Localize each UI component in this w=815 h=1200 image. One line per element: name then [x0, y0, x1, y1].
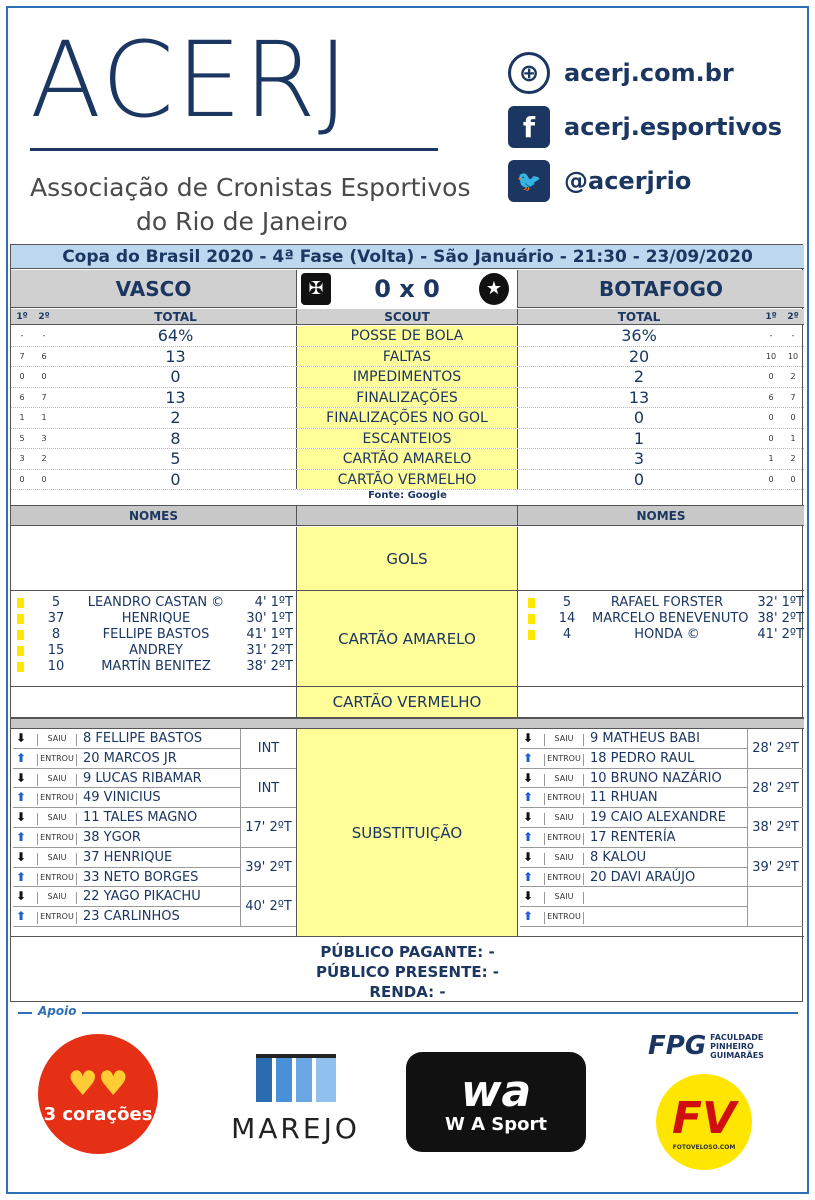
names-header	[11, 505, 804, 526]
stat-away1: 0	[768, 433, 774, 443]
stat-away2: 7	[790, 392, 796, 402]
stat-home: 13	[165, 346, 186, 366]
card-player-number: 8	[51, 627, 61, 642]
logo-underline	[30, 148, 438, 151]
away-total-header: TOTAL	[518, 309, 760, 324]
home-h1-header: 1º	[11, 309, 33, 324]
stat-away1: 10	[765, 351, 777, 361]
away-team-name: BOTAFOGO	[599, 277, 723, 301]
yellow-card-icon	[17, 646, 24, 656]
arrow-up-icon: ⬆	[16, 909, 27, 924]
stat-home: 8	[170, 428, 181, 448]
source-note: Fonte: Google	[368, 490, 447, 501]
facebook-text: acerj.esportivos	[564, 113, 783, 141]
sponsor-marejo	[213, 1044, 378, 1154]
sub-player-out: 8 FELLIPE BASTOS	[83, 731, 203, 746]
card-player-name: ANDREY	[129, 643, 183, 658]
card-player-name: HONDA ©	[634, 627, 700, 642]
stat-home2: 6	[41, 351, 47, 361]
sub-time: 38' 2ºT	[748, 808, 803, 848]
stat-label: ESCANTEIOS	[296, 429, 518, 449]
match-score: 0 x 0	[296, 270, 518, 308]
sub-tag-out: SAIU	[544, 853, 584, 865]
sponsor-fpg	[648, 1028, 768, 1064]
card-time: 32' 1ºT	[757, 595, 804, 610]
yellow-card-icon	[528, 630, 535, 640]
sub-time: 28' 2ºT	[748, 729, 803, 769]
home-h2-header: 2º	[33, 309, 55, 324]
globe-icon: ⊕	[508, 52, 550, 94]
card-player-name: RAFAEL FORSTER	[610, 595, 724, 610]
teams-row	[11, 270, 804, 308]
card-player-number: 5	[562, 595, 572, 610]
stat-away1: 6	[768, 392, 774, 402]
sub-tag-in: ENTROU	[544, 833, 584, 845]
stat-away2: -	[791, 331, 795, 340]
sub-tag-in: ENTROU	[37, 912, 77, 924]
names-middle-spacer	[296, 505, 518, 526]
arrow-down-icon: ⬇	[16, 849, 27, 864]
social-website[interactable]	[508, 52, 734, 94]
stat-home2: 0	[41, 372, 47, 381]
arrow-down-icon: ⬇	[16, 731, 27, 745]
public-present: PÚBLICO PRESENTE: -	[315, 963, 500, 981]
stat-row	[11, 367, 804, 388]
sub-time: 28' 2ºT	[748, 769, 803, 809]
stat-away: 3	[633, 449, 645, 468]
sub-tag-out: SAIU	[544, 734, 584, 746]
arrow-down-icon: ⬇	[16, 810, 27, 825]
home-team-name: VASCO	[115, 277, 192, 301]
goals-section	[11, 527, 804, 591]
home-total-header: TOTAL	[55, 309, 296, 324]
yellow-card-section	[11, 591, 804, 687]
stat-home1: 7	[19, 351, 25, 361]
stats-header	[11, 309, 804, 325]
red-card-label: CARTÃO VERMELHO	[296, 687, 518, 717]
stat-home1: 5	[19, 433, 25, 443]
sub-player-out: 8 KALOU	[590, 849, 647, 865]
sub-tag-out: SAIU	[544, 813, 584, 825]
card-player-number: 14	[558, 611, 576, 626]
stat-away: 0	[633, 408, 645, 427]
logo-subtitle-line2: do Rio de Janeiro	[136, 207, 348, 236]
stat-home2: 7	[41, 392, 47, 402]
sub-time: 39' 2ºT	[241, 848, 296, 888]
public-paying: PÚBLICO PAGANTE: -	[320, 943, 495, 961]
sponsors-label: Apoio	[32, 1004, 82, 1018]
stat-away2: 0	[790, 474, 796, 484]
stat-row	[11, 388, 804, 409]
stat-away1: -	[769, 331, 773, 340]
sub-time: 40' 2ºT	[241, 887, 296, 927]
card-time: 31' 2ºT	[246, 643, 293, 658]
arrow-down-icon: ⬇	[16, 770, 27, 785]
arrow-down-icon: ⬇	[16, 889, 27, 904]
sub-player-in: 49 VINICIUS	[83, 790, 161, 806]
sub-player-in: 17 RENTERÍA	[590, 830, 676, 845]
away-h2-header: 2º	[782, 309, 804, 324]
sponsor-fv-text: FV	[671, 1093, 737, 1144]
arrow-up-icon: ⬆	[16, 790, 27, 805]
stat-label: POSSE DE BOLA	[296, 326, 518, 346]
sub-tag-out: SAIU	[37, 734, 77, 746]
social-twitter[interactable]	[508, 160, 691, 202]
away-h1-header: 1º	[760, 309, 782, 324]
sub-player-in: 20 MARCOS JR	[83, 750, 177, 766]
stat-home1: 6	[19, 392, 25, 402]
yellow-card-icon	[528, 598, 535, 608]
stat-row	[11, 449, 804, 470]
card-player-name: MARCELO BENEVENUTO	[592, 611, 749, 626]
sponsor-fv-url: FOTOVELOSO.COM	[672, 1144, 736, 1151]
stat-home: 2	[170, 408, 181, 427]
stat-label: CARTÃO AMARELO	[296, 449, 518, 469]
stat-home1: 3	[19, 454, 25, 463]
sub-tag-out: SAIU	[37, 813, 77, 825]
stat-label: IMPEDIMENTOS	[296, 367, 518, 387]
stat-row	[11, 347, 804, 368]
website-text: acerj.com.br	[564, 59, 734, 87]
stat-home: 64%	[157, 326, 194, 345]
fpg-logo-icon: FPG	[648, 1031, 707, 1061]
stat-away2: 0	[790, 413, 796, 422]
sub-time: INT	[241, 769, 296, 809]
sub-player-in: 33 NETO BORGES	[83, 869, 199, 885]
card-time: 30' 1ºT	[246, 611, 293, 626]
scout-header: SCOUT	[296, 309, 518, 324]
sub-player-in: 23 CARLINHOS	[83, 909, 180, 925]
stat-away1: 1	[768, 454, 774, 463]
stat-away: 2	[633, 367, 645, 386]
yellow-card-icon	[17, 630, 24, 640]
stat-home2: 0	[41, 474, 47, 484]
acerj-header	[8, 8, 807, 244]
yellow-card-icon	[528, 614, 535, 624]
stat-home2: 3	[41, 433, 47, 443]
stat-home: 13	[165, 387, 186, 407]
sponsor-wasport	[406, 1052, 586, 1152]
arrow-down-icon: ⬇	[523, 731, 534, 745]
red-card-section	[11, 687, 804, 718]
sponsors-section	[8, 1004, 807, 1192]
sub-tag-in: ENTROU	[544, 912, 584, 924]
stat-away2: 2	[790, 372, 796, 381]
sponsor-marejo-text: MAREJO	[231, 1111, 360, 1145]
arrow-down-icon: ⬇	[523, 849, 534, 864]
arrow-up-icon: ⬆	[523, 790, 534, 805]
sub-time: 39' 2ºT	[748, 848, 803, 888]
sub-player-out: 9 LUCAS RIBAMAR	[83, 770, 202, 786]
sub-tag-out: SAIU	[37, 892, 77, 904]
stat-away: 13	[628, 387, 650, 407]
stat-away: 1	[633, 428, 645, 448]
card-player-number: 15	[47, 643, 65, 658]
match-report-table	[10, 244, 803, 1002]
twitter-icon: 🐦	[508, 160, 550, 202]
home-names-label: NOMES	[11, 505, 296, 526]
sub-tag-out: SAIU	[544, 774, 584, 786]
sponsor-fpg-text: FACULDADE PINHEIRO GUIMARÃES	[710, 1032, 764, 1060]
stat-row	[11, 408, 804, 429]
sub-tag-in: ENTROU	[544, 793, 584, 805]
stat-home1: -	[20, 331, 24, 340]
botafogo-crest-icon: ★	[479, 273, 509, 305]
stat-row	[11, 326, 804, 347]
sub-tag-in: ENTROU	[544, 754, 584, 766]
stat-home1: 0	[19, 372, 25, 381]
sub-player-out: 9 MATHEUS BABI	[590, 731, 700, 746]
yellow-card-icon	[17, 662, 24, 672]
revenue: RENDA: -	[369, 983, 446, 1001]
stat-row	[11, 470, 804, 491]
card-player-name: HENRIQUE	[121, 611, 191, 626]
stat-away: 36%	[621, 326, 657, 345]
stat-home: 5	[170, 449, 181, 468]
sub-player-out: 19 CAIO ALEXANDRE	[590, 810, 726, 826]
stat-home1: 0	[19, 474, 25, 484]
yellow-card-icon	[17, 614, 24, 624]
goals-label: GOLS	[296, 527, 518, 590]
card-time: 41' 1ºT	[246, 627, 293, 642]
card-time: 41' 2ºT	[757, 627, 804, 642]
sub-player-in: 38 YGOR	[83, 830, 141, 845]
sub-player-out: 11 TALES MAGNO	[83, 810, 198, 826]
card-player-name: LEANDRO CASTAN ©	[87, 595, 225, 610]
sub-tag-in: ENTROU	[37, 833, 77, 845]
sub-tag-in: ENTROU	[37, 754, 77, 766]
substitution-label: SUBSTITUIÇÃO	[296, 729, 518, 936]
substitutions-section	[11, 729, 804, 937]
sub-tag-in: ENTROU	[37, 873, 77, 885]
sponsor-fv	[656, 1074, 752, 1170]
sub-time	[748, 887, 803, 927]
arrow-up-icon: ⬆	[16, 869, 27, 884]
sponsor-wasport-text: W A Sport	[444, 1113, 547, 1135]
social-facebook[interactable]	[508, 106, 782, 148]
arrow-down-icon: ⬇	[523, 889, 534, 904]
twitter-text: @acerjrio	[564, 167, 692, 195]
arrow-up-icon: ⬆	[16, 830, 27, 844]
sponsors-divider	[18, 1012, 798, 1014]
match-title: Copa do Brasil 2020 - 4ª Fase (Volta) - São Januário - 21:30 - 23/09/2020	[11, 245, 804, 269]
card-player-name: FELLIPE BASTOS	[102, 627, 210, 642]
stat-home2: 2	[41, 454, 47, 463]
stat-away: 20	[628, 346, 650, 366]
sub-player-out: 10 BRUNO NAZÁRIO	[590, 770, 722, 786]
card-time: 4' 1ºT	[254, 595, 293, 610]
sub-tag-out: SAIU	[37, 853, 77, 865]
stat-away2: 1	[790, 433, 796, 443]
acerj-logo: ACERJ	[30, 19, 351, 141]
wasport-logo-icon: wa	[460, 1065, 532, 1117]
marejo-logo-icon	[256, 1054, 336, 1102]
card-player-number: 10	[47, 659, 65, 674]
card-player-number: 4	[562, 627, 572, 642]
card-time: 38' 2ºT	[246, 659, 293, 674]
stat-away: 0	[633, 469, 645, 489]
arrow-up-icon: ⬆	[523, 830, 534, 844]
stat-home: 0	[170, 367, 181, 386]
logo-subtitle-line1: Associação de Cronistas Esportivos	[30, 173, 471, 202]
stat-label: FALTAS	[296, 347, 518, 367]
card-time: 38' 2ºT	[757, 611, 804, 626]
sub-tag-out: SAIU	[544, 892, 584, 904]
sponsor-3coracoes	[38, 1034, 158, 1154]
vasco-crest-icon: ✠	[301, 273, 331, 305]
stat-home2: -	[42, 331, 46, 340]
sub-player-out: 22 YAGO PIKACHU	[83, 889, 201, 905]
yellow-card-label: CARTÃO AMARELO	[296, 591, 518, 686]
sponsor-3coracoes-text: 3 corações	[43, 1103, 153, 1125]
stat-label: CARTÃO VERMELHO	[296, 470, 518, 490]
stat-label: FINALIZAÇÕES	[296, 388, 518, 408]
arrow-up-icon: ⬆	[523, 869, 534, 884]
hearts-icon: ♥♥	[67, 1063, 129, 1104]
sub-time: INT	[241, 729, 296, 769]
arrow-up-icon: ⬆	[16, 750, 27, 765]
facebook-icon: f	[508, 106, 550, 148]
card-player-number: 37	[47, 611, 65, 626]
arrow-down-icon: ⬇	[523, 770, 534, 785]
sub-player-out: 37 HENRIQUE	[83, 849, 173, 865]
card-player-number: 5	[51, 595, 61, 610]
arrow-down-icon: ⬇	[523, 810, 534, 825]
stat-home: 0	[170, 469, 181, 489]
stats-block	[11, 326, 804, 490]
sub-tag-out: SAIU	[37, 774, 77, 786]
stat-label: FINALIZAÇÕES NO GOL	[296, 408, 518, 428]
stat-away1: 0	[768, 413, 774, 422]
separator-band	[11, 718, 804, 729]
stat-home1: 1	[19, 413, 25, 422]
arrow-up-icon: ⬆	[523, 909, 534, 924]
sub-player-in: 20 DAVI ARAÚJO	[590, 869, 696, 885]
stat-home2: 1	[41, 413, 47, 422]
sub-player-in: 11 RHUAN	[590, 790, 658, 806]
stat-away1: 0	[768, 372, 774, 381]
sub-tag-in: ENTROU	[544, 873, 584, 885]
stat-row	[11, 429, 804, 450]
yellow-card-icon	[17, 598, 24, 608]
sub-player-in: 18 PEDRO RAUL	[590, 750, 695, 766]
stat-away2: 2	[790, 454, 796, 463]
sub-tag-in: ENTROU	[37, 793, 77, 805]
arrow-up-icon: ⬆	[523, 750, 534, 765]
sub-time: 17' 2ºT	[241, 808, 296, 848]
stat-away1: 0	[768, 474, 774, 484]
stat-away2: 10	[787, 351, 799, 361]
away-names-label: NOMES	[518, 505, 804, 526]
card-player-name: MARTÍN BENITEZ	[101, 659, 211, 674]
